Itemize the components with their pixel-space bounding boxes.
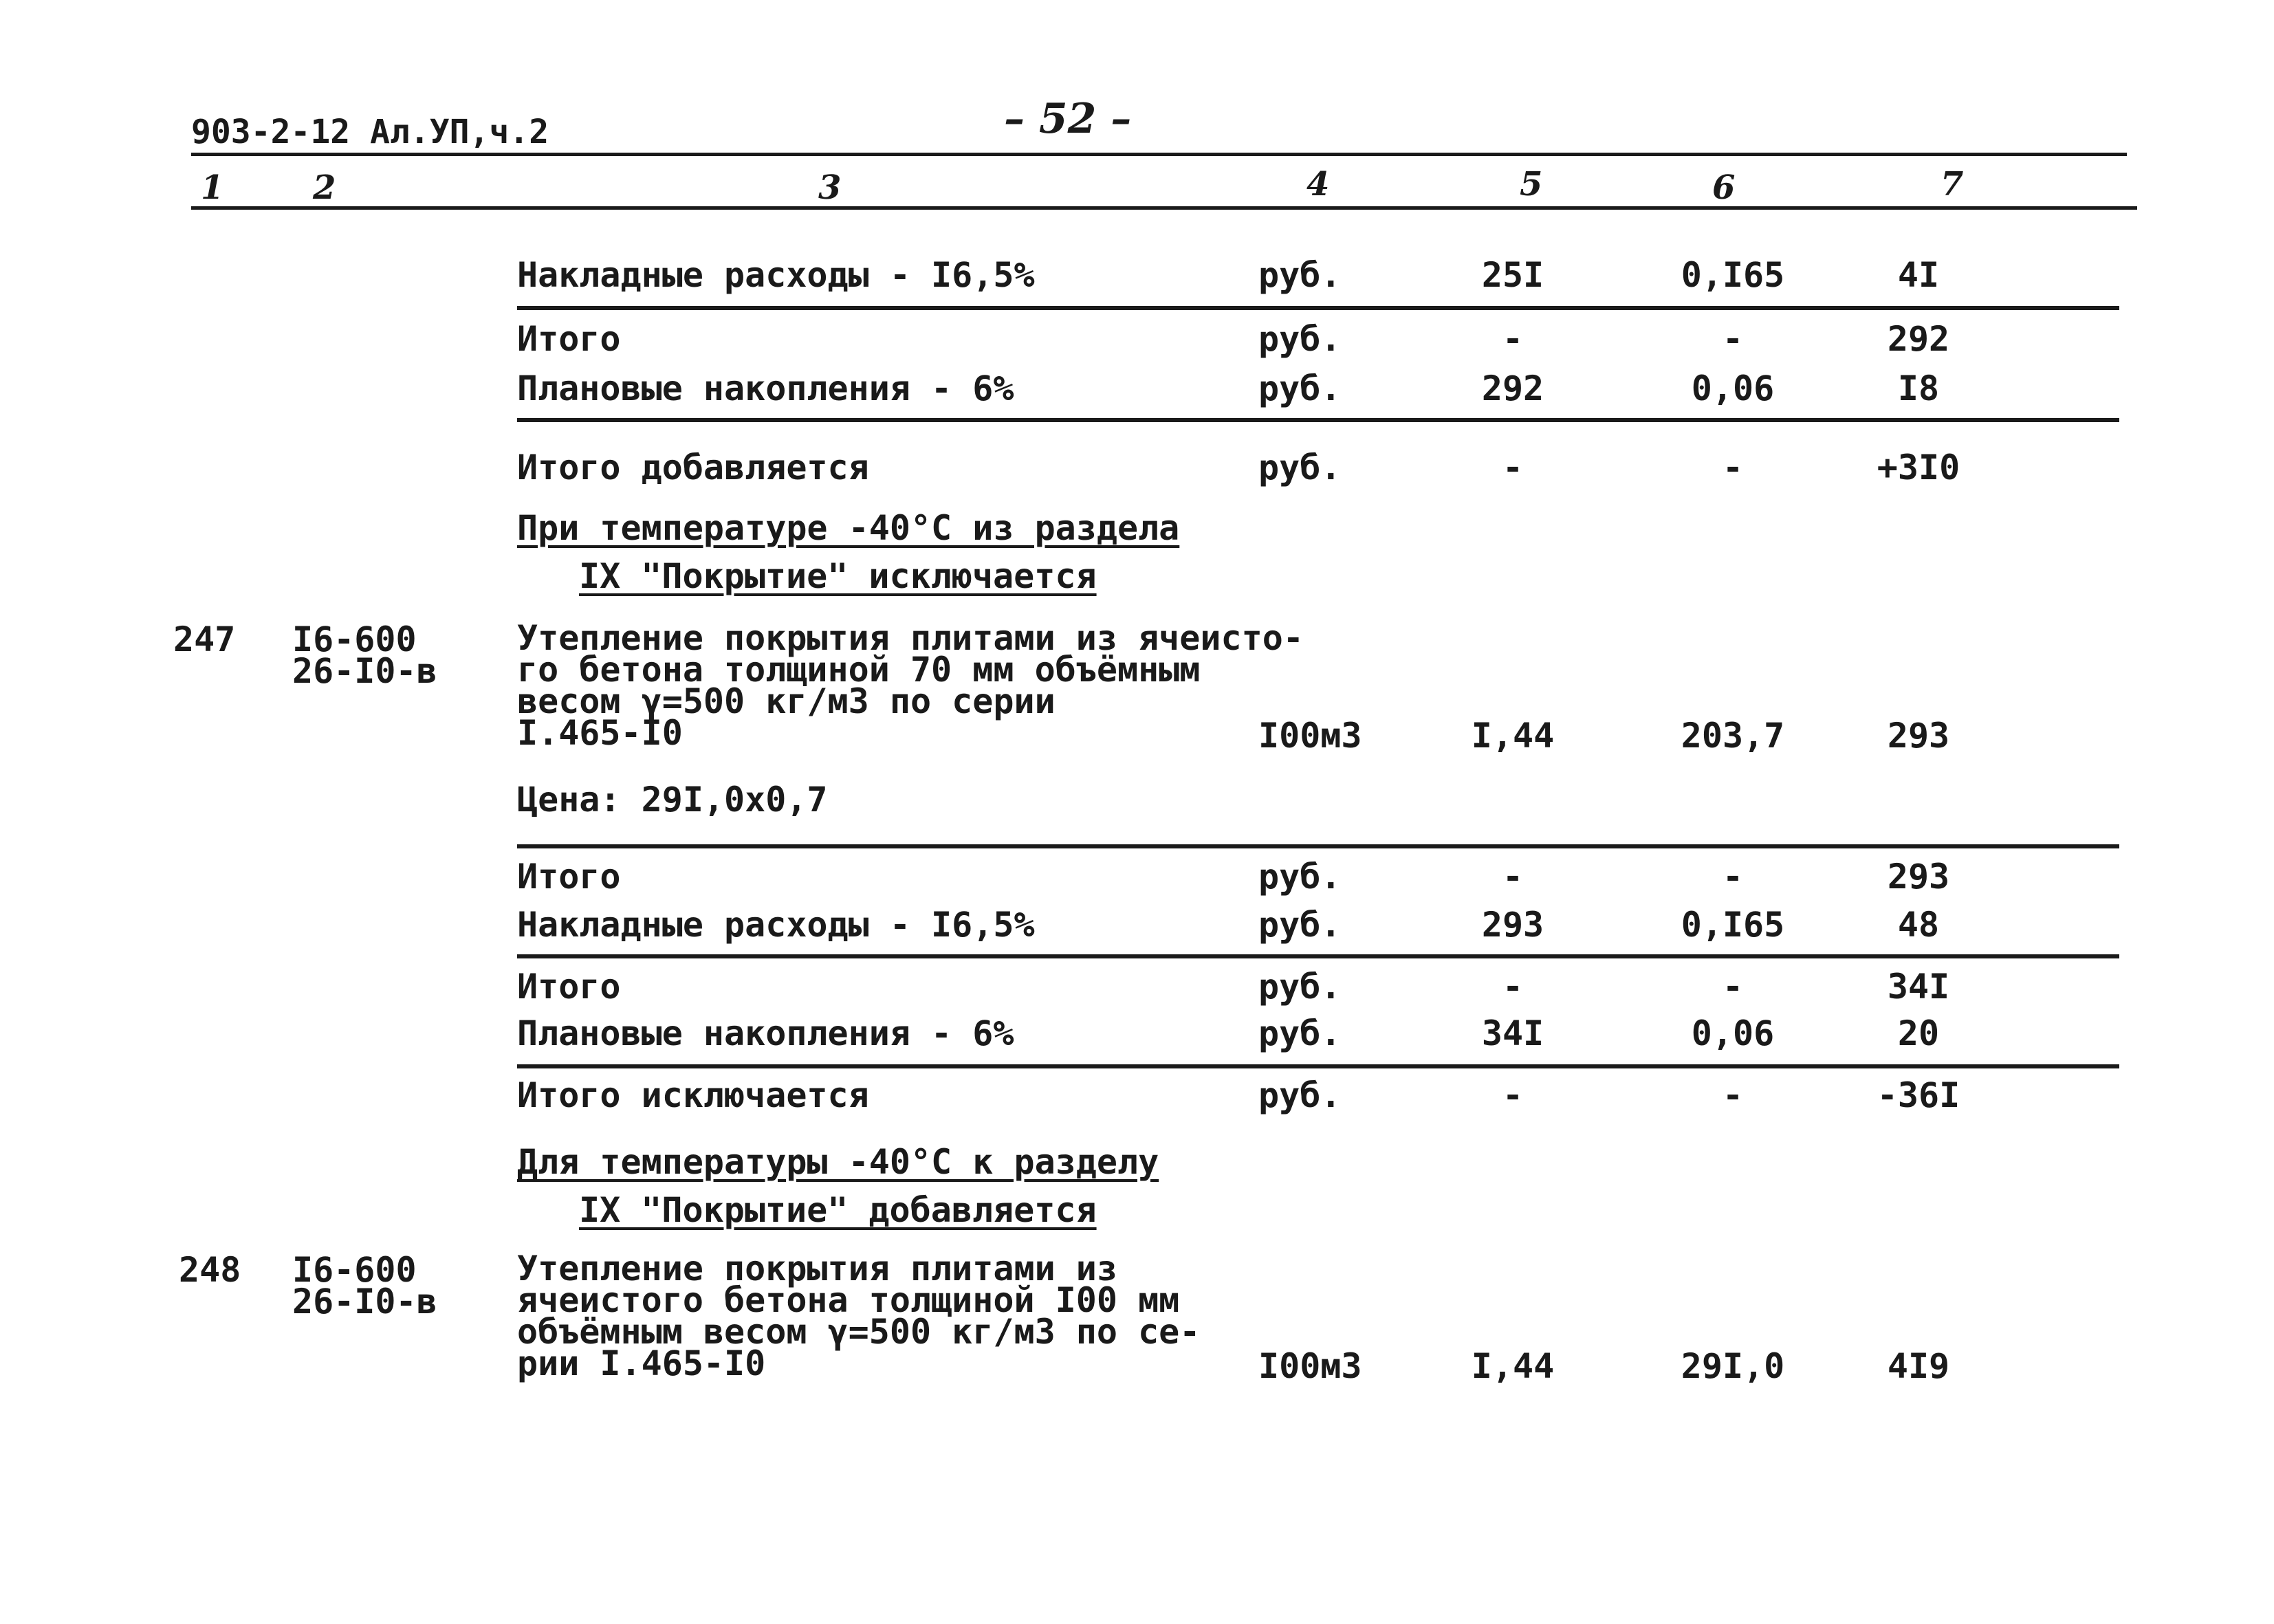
- row-divider: [517, 1064, 2119, 1068]
- header-bottom-rule: [191, 206, 2137, 210]
- section-heading: Для температуры -40°С к разделу: [517, 1142, 1159, 1182]
- item-unit: I00м3: [1258, 1346, 1362, 1386]
- item-description: весом γ=500 кг/м3 по серии: [517, 681, 1056, 721]
- row-col7: +3I0: [1877, 448, 1960, 487]
- row-col5: -: [1502, 1075, 1524, 1115]
- row-col6: -: [1722, 448, 1744, 487]
- item-col5: I,44: [1471, 1346, 1555, 1386]
- item-col5: I,44: [1471, 716, 1555, 756]
- row-col7: 4I: [1897, 255, 1940, 295]
- item-unit: I00м3: [1258, 716, 1362, 756]
- item-col6: 29I,0: [1681, 1346, 1785, 1386]
- row-unit: руб.: [1258, 905, 1342, 945]
- item-description: объёмным весом γ=500 кг/м3 по се-: [517, 1312, 1201, 1352]
- row-col6: 0,I65: [1681, 905, 1785, 945]
- column-number-3: 3: [818, 168, 842, 207]
- row-label: Итого: [517, 857, 621, 897]
- row-divider: [517, 418, 2119, 422]
- row-label: Плановые накопления - 6%: [517, 369, 1014, 408]
- row-label: Итого: [517, 319, 621, 359]
- row-col6: -: [1722, 1075, 1744, 1115]
- row-col5: 293: [1481, 905, 1544, 945]
- row-col5: 34I: [1481, 1013, 1544, 1053]
- column-number-7: 7: [1940, 165, 1964, 204]
- item-price: Цена: 29I,0х0,7: [517, 780, 828, 820]
- row-col5: -: [1502, 319, 1524, 359]
- row-col5: 292: [1481, 369, 1544, 408]
- row-col7: 292: [1887, 319, 1950, 359]
- item-number: 247: [173, 619, 236, 659]
- column-number-2: 2: [313, 168, 336, 207]
- row-unit: руб.: [1258, 255, 1342, 295]
- row-col5: -: [1502, 857, 1524, 897]
- row-col5: 25I: [1481, 255, 1544, 295]
- row-col6: -: [1722, 967, 1744, 1007]
- row-unit: руб.: [1258, 1075, 1342, 1115]
- row-col6: 0,06: [1691, 369, 1775, 408]
- row-col7: 48: [1897, 905, 1940, 945]
- row-divider: [517, 306, 2119, 310]
- row-label: Накладные расходы - I6,5%: [517, 255, 1035, 295]
- row-divider: [517, 954, 2119, 958]
- item-code: I6-600: [292, 619, 417, 659]
- item-code: 26-I0-в: [292, 1282, 437, 1321]
- row-col5: -: [1502, 967, 1524, 1007]
- row-label: Итого исключается: [517, 1075, 869, 1115]
- row-label: Плановые накопления - 6%: [517, 1013, 1014, 1053]
- row-col7: 293: [1887, 857, 1950, 897]
- row-col6: 0,I65: [1681, 255, 1785, 295]
- row-divider: [517, 844, 2119, 848]
- row-col6: -: [1722, 857, 1744, 897]
- document-code: 903-2-12 Ал.УП,ч.2: [191, 113, 549, 151]
- row-col7: 34I: [1887, 967, 1950, 1007]
- item-description: I.465-I0: [517, 713, 683, 753]
- row-col6: 0,06: [1691, 1013, 1775, 1053]
- item-code: 26-I0-в: [292, 651, 437, 691]
- section-heading: IX "Покрытие" исключается: [579, 556, 1097, 596]
- row-col6: -: [1722, 319, 1744, 359]
- row-col7: -36I: [1877, 1075, 1960, 1115]
- item-code: I6-600: [292, 1250, 417, 1290]
- row-label: Итого: [517, 967, 621, 1007]
- item-description: Утепление покрытия плитами из: [517, 1249, 1117, 1288]
- row-unit: руб.: [1258, 369, 1342, 408]
- item-number: 248: [179, 1250, 241, 1290]
- section-heading: IX "Покрытие" добавляется: [579, 1190, 1097, 1230]
- row-col7: I8: [1897, 369, 1940, 408]
- section-heading: При температуре -40°С из раздела: [517, 508, 1180, 548]
- row-col5: -: [1502, 448, 1524, 487]
- row-unit: руб.: [1258, 319, 1342, 359]
- column-number-4: 4: [1307, 165, 1330, 204]
- item-description: го бетона толщиной 70 мм объёмным: [517, 650, 1201, 690]
- item-description: рии I.465-I0: [517, 1343, 766, 1383]
- item-col7: 4I9: [1887, 1346, 1950, 1386]
- row-unit: руб.: [1258, 1013, 1342, 1053]
- row-col7: 20: [1897, 1013, 1940, 1053]
- item-description: ячеистого бетона толщиной I00 мм: [517, 1280, 1180, 1320]
- row-label: Накладные расходы - I6,5%: [517, 905, 1035, 945]
- row-unit: руб.: [1258, 448, 1342, 487]
- item-col7: 293: [1887, 716, 1950, 756]
- row-label: Итого добавляется: [517, 448, 869, 487]
- column-number-1: 1: [201, 168, 224, 207]
- row-unit: руб.: [1258, 967, 1342, 1007]
- column-number-5: 5: [1520, 165, 1543, 204]
- row-unit: руб.: [1258, 857, 1342, 897]
- column-number-6: 6: [1712, 168, 1736, 207]
- item-description: Утепление покрытия плитами из ячеисто-: [517, 618, 1304, 658]
- header-top-rule: [191, 153, 2127, 156]
- page-number: – 52 –: [1004, 95, 1132, 143]
- item-col6: 203,7: [1681, 716, 1785, 756]
